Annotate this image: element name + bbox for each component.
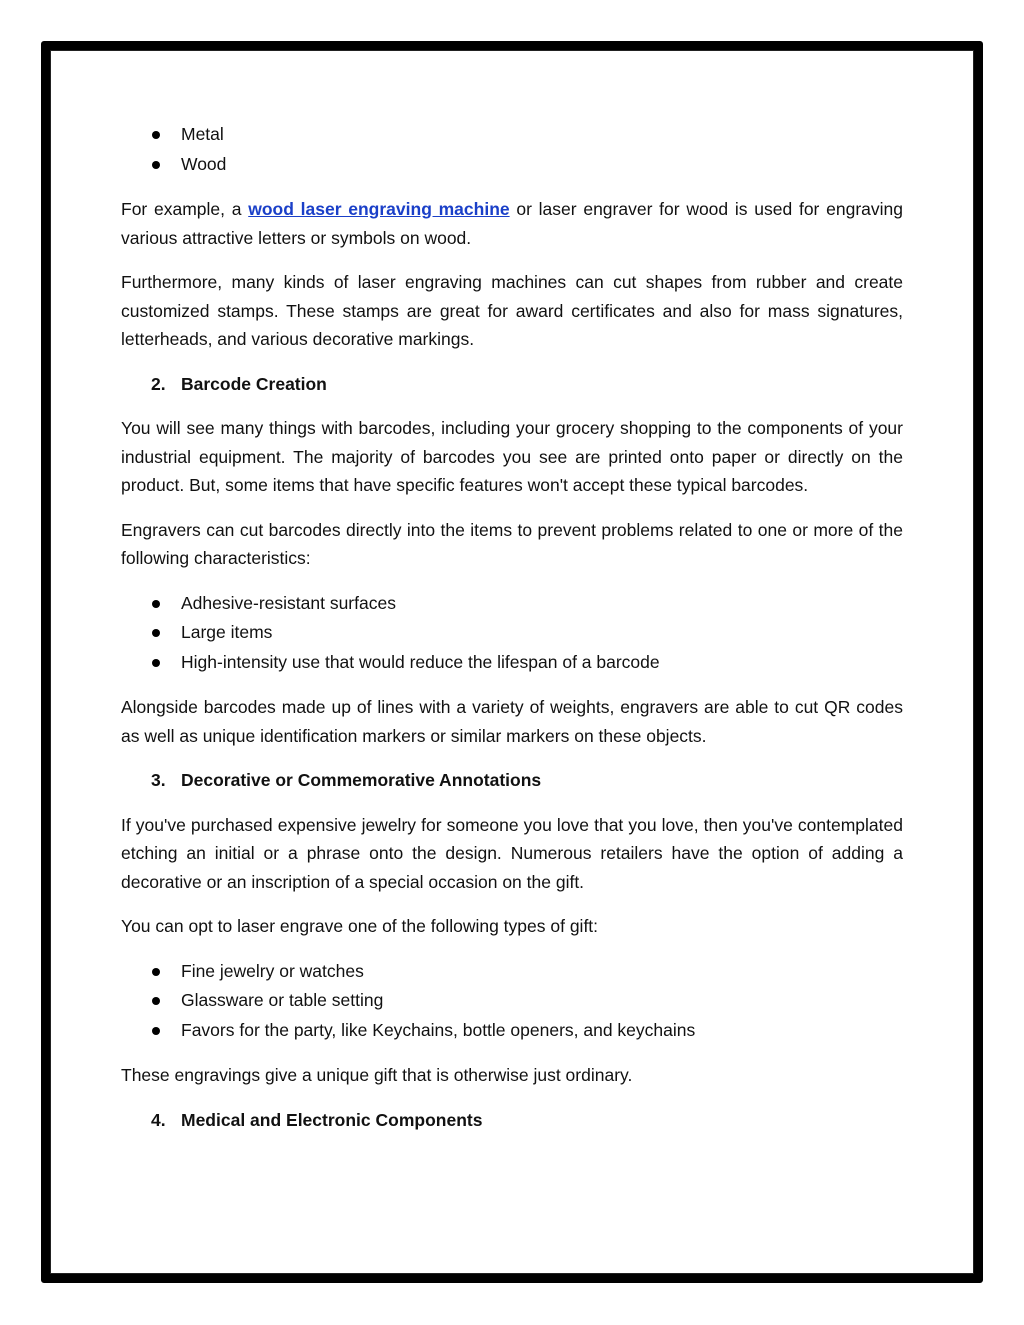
paragraph-unique: These engravings give a unique gift that is otherwise just ordinary.: [121, 1065, 633, 1085]
list-item: [121, 589, 903, 619]
list-item-label: Favors for the party, like Keychains, bottle openers, and keychains: [181, 1019, 696, 1040]
paragraph-gift: You can opt to laser engrave one of the following types of gift:: [121, 916, 599, 936]
paragraph-text: For example, a: [121, 199, 249, 219]
bullet-icon: [152, 131, 160, 139]
list-item-label: Metal: [181, 124, 224, 144]
bullet-icon: [152, 161, 160, 169]
section-title: Barcode Creation: [181, 373, 327, 394]
section-title: Decorative or Commemorative Annotations: [181, 770, 542, 790]
paragraph-qr: Alongside barcodes made up of lines with a variety of weights, engravers are able to cut QR codes as well as unique identification markers or similar markers on these objects.: [121, 697, 903, 746]
list-item-label: Glassware or table setting: [181, 990, 384, 1010]
paragraph-example: [121, 195, 903, 252]
list-item: [121, 1016, 903, 1046]
section-number: 3.: [151, 770, 166, 790]
list-item-label: Wood: [181, 153, 227, 174]
list-item: [121, 986, 903, 1016]
list-item: [121, 957, 903, 987]
gift-list: [121, 957, 903, 1046]
paragraph-jewelry: If you've purchased expensive jewelry for someone you love that you love, then you've contemplated etching an initial or a phrase onto the design. Numerous retailers have the option of adding a decorative or an inscription of a special occasion on the gift.: [121, 814, 903, 892]
bullet-icon: [152, 968, 160, 976]
section-title: Medical and Electronic Components: [181, 1109, 483, 1130]
bullet-icon: [152, 600, 160, 608]
wood-laser-engraving-machine-link[interactable]: wood laser engraving machine: [248, 199, 510, 219]
section-number: 2.: [151, 373, 166, 394]
paragraph-text: or laser engraver for wood is used for engraving various attractive letters or symbols on wood.: [121, 199, 903, 248]
bullet-icon: [152, 1027, 160, 1035]
section-number: 4.: [151, 1109, 166, 1130]
paragraph-engravers: Engravers can cut barcodes directly into the items to prevent problems related to one or more of the following characteristics:: [121, 519, 903, 568]
paragraph-barcodes: You will see many things with barcodes, including your grocery shopping to the components of your industrial equipment. The majority of barcodes you see are printed onto paper or directly on the product. But, some items that have specific features won't accept these typical barcodes.: [121, 418, 903, 495]
list-item-label: Adhesive-resistant surfaces: [181, 592, 396, 613]
list-item: [121, 618, 903, 648]
list-item: [121, 150, 903, 180]
bullet-icon: [152, 997, 160, 1005]
material-list: [121, 120, 903, 179]
list-item-label: Large items: [181, 622, 273, 642]
section-heading-barcode: [121, 370, 903, 399]
list-item-label: Fine jewelry or watches: [181, 960, 364, 981]
list-item: [121, 648, 903, 678]
document-body: [121, 120, 903, 1150]
section-heading-medical: [121, 1106, 903, 1135]
section-heading-decorative: [121, 766, 903, 795]
bullet-icon: [152, 659, 160, 667]
list-item: [121, 120, 903, 150]
characteristics-list: [121, 589, 903, 678]
list-item-label: High-intensity use that would reduce the lifespan of a barcode: [181, 651, 660, 672]
bullet-icon: [152, 629, 160, 637]
paragraph-stamps: Furthermore, many kinds of laser engraving machines can cut shapes from rubber and create customized stamps. These stamps are great for award certificates and also for mass signatures, letterheads, and various decorative markings.: [121, 272, 903, 349]
